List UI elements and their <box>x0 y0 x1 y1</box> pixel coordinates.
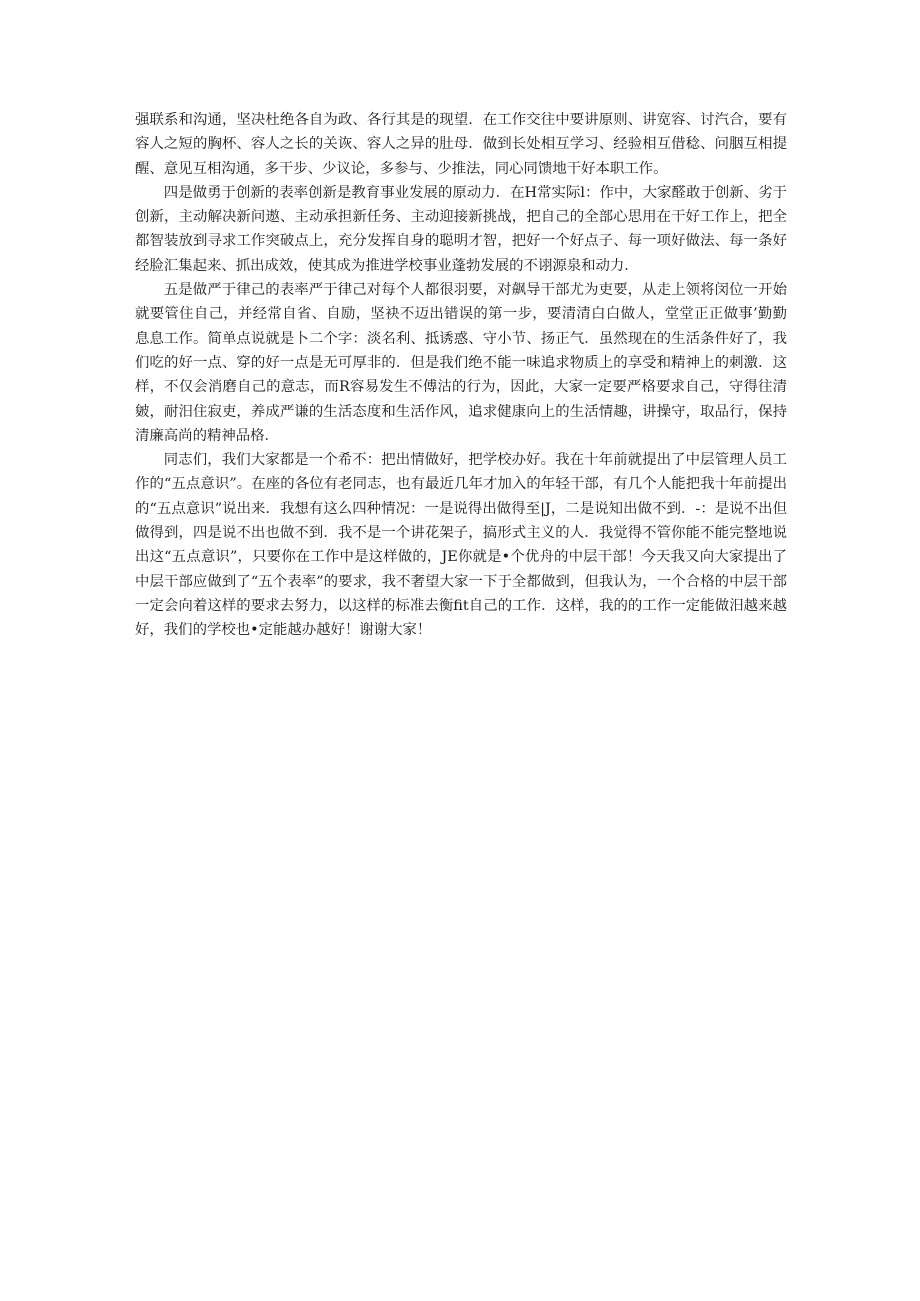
document-page <box>135 108 787 643</box>
paragraph-teamwork-continued: 强联系和沟通，坚决杜绝各自为政、各行其是的现望．在工作交往中要讲原则、讲宽容、讨汽合，要有容人之短的胸杯、容人之长的关诙、容人之异的肚母．做到长处相互学习、经验相互借稔、问胭互相提醒、意见互相沟通，多干步、少议论，多参与、少推法，同心同馈地干好本职工作。 <box>135 112 787 177</box>
paragraph-innovation: 四是做勇于创新的表率创新是教育事业发展的原动力．在H常实际l：作中，大家醛敢于创新、劣于创新，主动解决新问遨、主动承担新任务、主动迎接新挑战，把自己的全部心思用在干好工作上，把全都智装放到寻求工作突破点上，充分发挥自身的聪明才智，把好一个好点子、每一项好做法、每一条好经脸汇集起来、抓出成效，使其成为推进学校事业蓬勃发展的不诩源泉和动力． <box>135 184 787 274</box>
paragraph-self-discipline: 五是做严于律己的表率严于律己对每个人都很羽要，对飙导干部尤为吏要，从走上领将闵位一开始就要管住自己，并经常自省、自励，坚袂不迈出错误的第一步，要清清白白做人，堂堂正正做事’勤勤息息工作。简单点说就是卜二个字：淡名利、抵诱惑、守小节、扬正气．虽然现在的生活条件好了，我们吃的好一点、穿的好一点是无可厚非的．但是我们绝不能一味追求物质上的享受和精神上的刺激．这样，不仅会消磨自己的意志，而R容易发生不傅沽的行为，因此，大家一定要严格要求自己，守得往清皴，耐汨住寂吏，养成严谦的生活态度和生活作风，追求健康向上的生活情趣，讲操守，取品行，保持清廉高尚的精神品格． <box>135 282 787 444</box>
paragraph-closing-remarks: 同志们，我们大家都是一个希不：把出情做好，把学校办好。我在十年前就提出了中层管理人员工作的“五点意识”。在座的各位有老同志，也有最近几年才加入的年轻干部，有几个人能把我十年前提出的“五点意识”说出来．我想有这么四种情况：一是说得出做得至|J，二是说知出做不到．-：是说不出但做得到，四是说不出也做不到．我不是一个讲花架子，搞形式主义的人．我觉得不管你能不能完整地说出这“五点意识”，只要你在工作中是这样做的，JE你就是•个优舟的中层干部！今天我又向大家提出了中层干部应做到了“五个表率”的要求，我不奢望大家一下于全都做到，但我认为，一个合格的中层干部一定会向着这样的要求去努力，以这样的标准去衡fit自己的工作．这样，我的的工作一定能做汨越来越好，我们的学校也•定能越办越好！谢谢大家！ <box>135 452 787 639</box>
